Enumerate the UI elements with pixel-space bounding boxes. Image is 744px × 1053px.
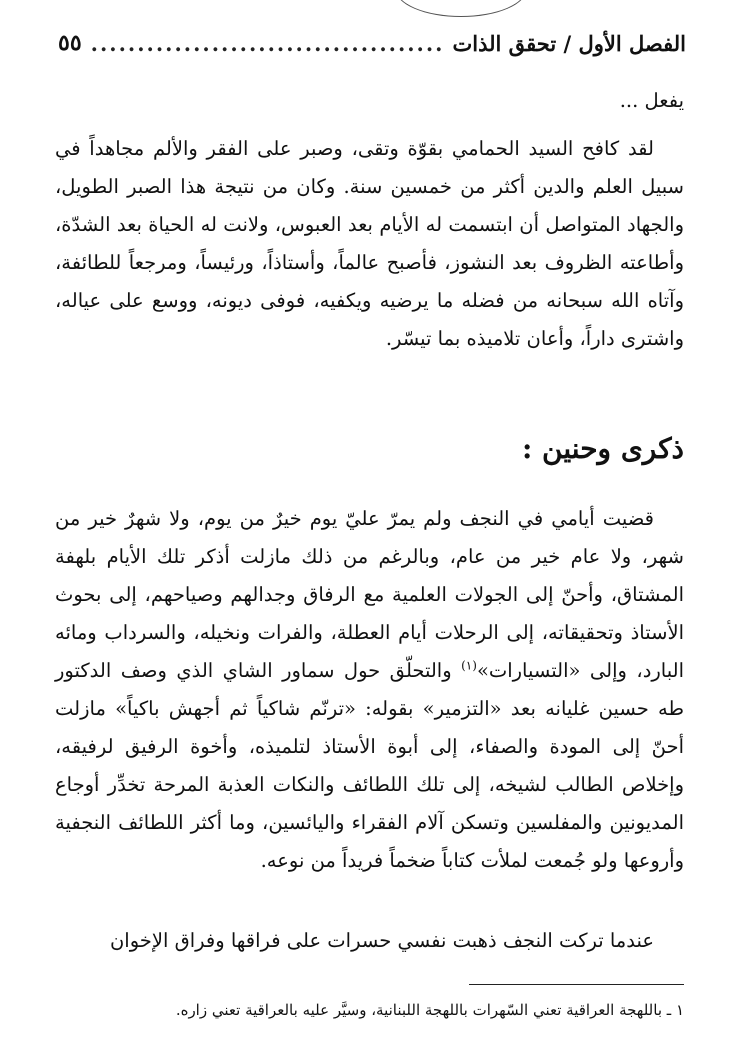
paragraph-2 [55, 500, 684, 880]
section-heading: ذكرى وحنين : [521, 432, 684, 465]
continuation-text: يفعل ... [619, 89, 684, 112]
paragraph-2-part-1: قضيت أيامي في النجف ولم يمرّ عليّ يوم خيرٌ من يوم، ولا شهرٌ خير من شهر، ولا عام خير من عام، وبالرغم من ذلك مازلت أذكر تلك الأيام بلهفة المشتاق، وأحنّ إلى الجولات العلمية مع الرفاق وجدالهم وصياحهم، إلى بحوث الأستاذ وتحقيقاته، إلى الرحلات أيام العطلة، والفرات ونخيله، والسرداب ومائه البارد، وإلى «التسيارات» [55, 507, 684, 682]
paragraph-1-text: لقد كافح السيد الحمامي بقوّة وتقى، وصبر على الفقر والألم مجاهداً في سبيل العلم والدين أكثر من خمسين سنة. وكان من نتيجة هذا الصبر الطويل، والجهاد المتواصل أن ابتسمت له الأيام بعد العبوس، ولانت له الحياة بعد الشدّة، وأطاعته الظروف بعد النشوز، فأصبح عالماً، وأستاذاً، ورئيساً، ومرجعاً للطائفة، وآتاه الله سبحانه من فضله ما يرضيه ويكفيه، فوفى ديونه، ووسع على عياله، واشترى داراً، وأعان تلاميذه بما تيسّر. [55, 137, 684, 350]
paragraph-3 [55, 922, 684, 960]
page-number: ٥٥ [58, 30, 82, 56]
footnote-reference: (١) [461, 658, 477, 673]
paragraph-2-part-2: والتحلّق حول سماور الشاي الذي وصف الدكتور طه حسين غليانه بعد «التزمير» بقوله: «ترنّم شاكياً ثم أجهش باكياً» مازلت أحنّ إلى المودة والصفاء، إلى أبوة الأستاذ لتلميذه، وأخوة الرفيق لرفيقه، وإخلاص الطالب لشيخه، إلى تلك اللطائف والنكات العذبة المرحة تخدِّر أوجاع المديونين والمفلسين وتسكن آلام الفقراء واليائسين، وما أكثر اللطائف النجفية وأروعها ولو جُمعت لملأت كتاباً ضخماً فريداً من نوعه. [55, 659, 684, 872]
page-edge-mark [395, 0, 527, 17]
continuation-line [55, 82, 684, 120]
running-header [58, 26, 686, 60]
footnote-divider [469, 984, 684, 985]
footnote: ١ ـ باللهجة العراقية تعني السّهرات باللهجة اللبنانية، وسيَّر عليه بالعراقية تعني زاره. [175, 1001, 684, 1019]
leader-dots [90, 31, 445, 56]
chapter-title: الفصل الأول / تحقق الذات [452, 30, 686, 56]
paragraph-1 [55, 130, 684, 358]
paragraph-3-text: عندما تركت النجف ذهبت نفسي حسرات على فراقها وفراق الإخوان [109, 929, 654, 952]
paragraph-2-text [55, 500, 684, 880]
